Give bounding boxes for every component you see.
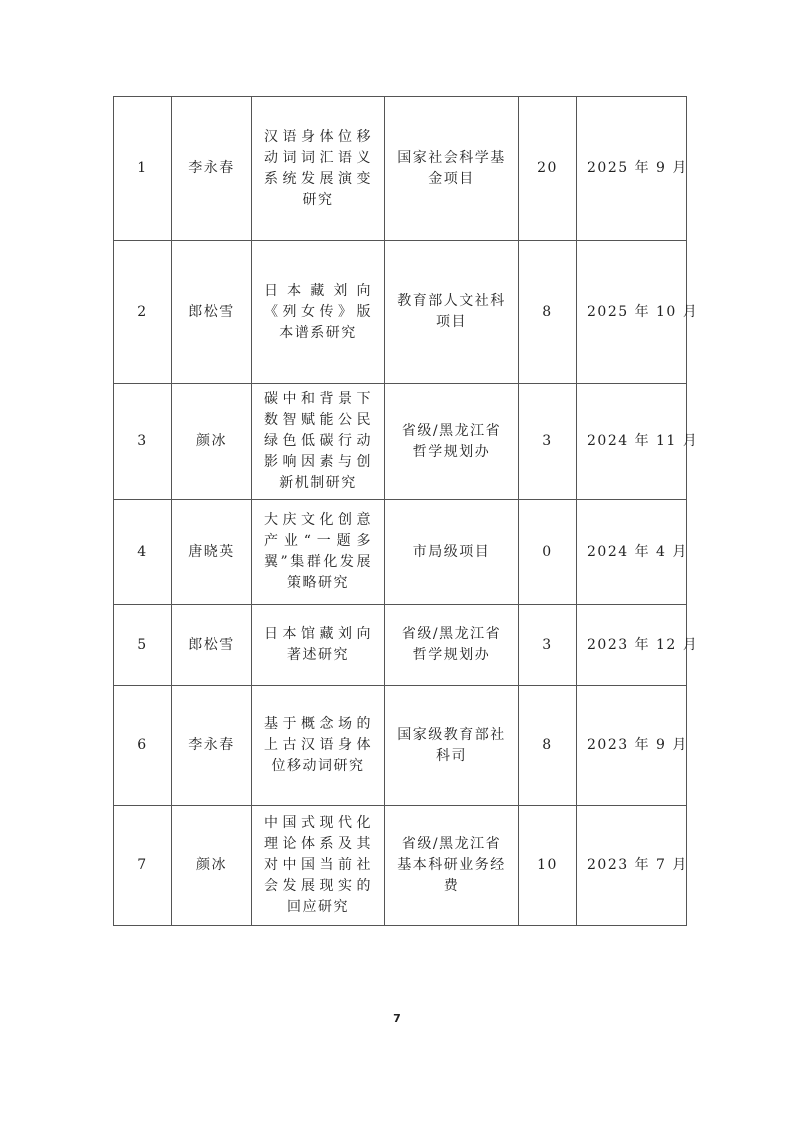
table-row bbox=[114, 384, 687, 500]
cell-funding: 3 bbox=[519, 605, 577, 686]
cell-date: 2023 年 12 月 bbox=[577, 605, 687, 686]
cell-date: 2024 年 11 月 bbox=[577, 384, 687, 500]
cell-funding: 0 bbox=[519, 500, 577, 605]
cell-date: 2023 年 7 月 bbox=[577, 806, 687, 926]
cell-number: 3 bbox=[114, 384, 172, 500]
table-row bbox=[114, 500, 687, 605]
cell-number: 5 bbox=[114, 605, 172, 686]
table-row bbox=[114, 97, 687, 241]
cell-person: 郎松雪 bbox=[172, 241, 252, 384]
cell-number: 7 bbox=[114, 806, 172, 926]
cell-date: 2025 年 9 月 bbox=[577, 97, 687, 241]
cell-project-title: 大庆文化创意产业“一题多翼”集群化发展策略研究 bbox=[252, 500, 385, 605]
cell-project-title: 中国式现代化理论体系及其对中国当前社会发展现实的回应研究 bbox=[252, 806, 385, 926]
cell-funding: 10 bbox=[519, 806, 577, 926]
cell-funding: 3 bbox=[519, 384, 577, 500]
cell-project-title: 日本藏刘向《列女传》版本谱系研究 bbox=[252, 241, 385, 384]
cell-project-source: 省级/黑龙江省哲学规划办 bbox=[385, 605, 519, 686]
cell-number: 1 bbox=[114, 97, 172, 241]
page-number: 7 bbox=[393, 1012, 401, 1025]
cell-date: 2024 年 4 月 bbox=[577, 500, 687, 605]
cell-person: 李永春 bbox=[172, 97, 252, 241]
table-row bbox=[114, 686, 687, 806]
cell-project-source: 国家社会科学基金项目 bbox=[385, 97, 519, 241]
cell-project-source: 省级/黑龙江省哲学规划办 bbox=[385, 384, 519, 500]
cell-project-title: 基于概念场的上古汉语身体位移动词研究 bbox=[252, 686, 385, 806]
cell-project-source: 国家级教育部社科司 bbox=[385, 686, 519, 806]
cell-number: 4 bbox=[114, 500, 172, 605]
cell-funding: 8 bbox=[519, 241, 577, 384]
cell-project-title: 碳中和背景下数智赋能公民绿色低碳行动影响因素与创新机制研究 bbox=[252, 384, 385, 500]
cell-project-title: 汉语身体位移动词词汇语义系统发展演变研究 bbox=[252, 97, 385, 241]
table-row bbox=[114, 605, 687, 686]
cell-project-source: 省级/黑龙江省基本科研业务经费 bbox=[385, 806, 519, 926]
cell-funding: 8 bbox=[519, 686, 577, 806]
cell-person: 唐晓英 bbox=[172, 500, 252, 605]
cell-number: 2 bbox=[114, 241, 172, 384]
cell-date: 2023 年 9 月 bbox=[577, 686, 687, 806]
cell-funding: 20 bbox=[519, 97, 577, 241]
cell-number: 6 bbox=[114, 686, 172, 806]
cell-project-title: 日本馆藏刘向著述研究 bbox=[252, 605, 385, 686]
cell-person: 郎松雪 bbox=[172, 605, 252, 686]
research-projects-table bbox=[113, 96, 699, 926]
cell-person: 颜冰 bbox=[172, 806, 252, 926]
cell-person: 李永春 bbox=[172, 686, 252, 806]
table-row bbox=[114, 241, 687, 384]
cell-project-source: 市局级项目 bbox=[385, 500, 519, 605]
cell-project-source: 教育部人文社科项目 bbox=[385, 241, 519, 384]
table-row bbox=[114, 806, 687, 926]
cell-date: 2025 年 10 月 bbox=[577, 241, 687, 384]
cell-person: 颜冰 bbox=[172, 384, 252, 500]
